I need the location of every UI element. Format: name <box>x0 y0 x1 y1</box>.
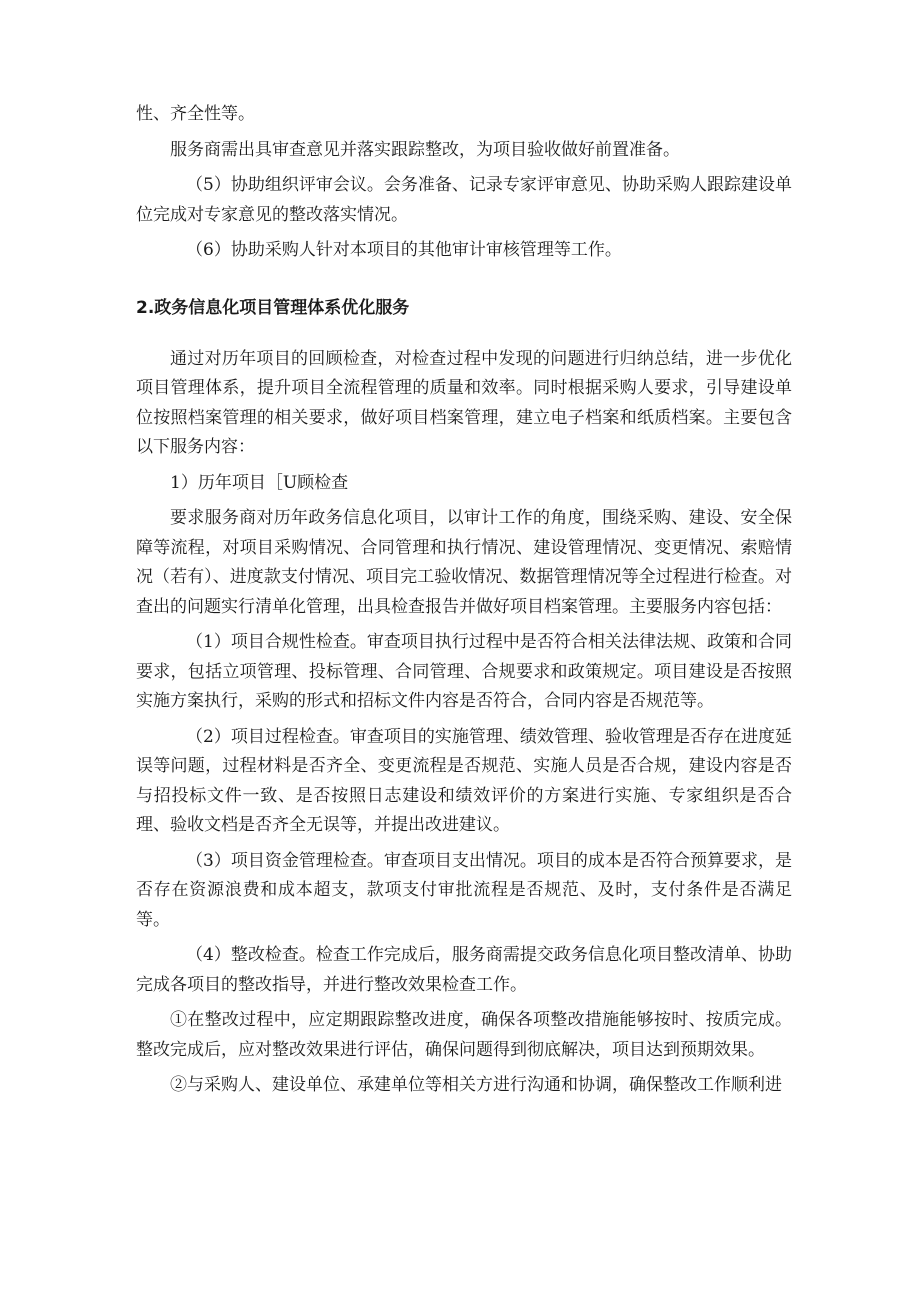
list-item: （3）项目资金管理检查。审查项目支出情况。项目的成本是否符合预算要求，是否存在资源浪费和成本超支，款项支付审批流程是否规范、及时，支付条件是否满足等。 <box>136 850 792 930</box>
list-item: ②与采购人、建设单位、承建单位等相关方进行沟通和协调，确保整改工作顺利进 <box>170 1075 782 1095</box>
paragraph: （6）协助采购人针对本项目的其他审计审核管理等工作。 <box>186 240 622 260</box>
list-item: ①在整改过程中，应定期跟踪整改进度，确保各项整改措施能够按时、按质完成。整改完成后，应对整改效果进行评估，确保问题得到彻底解决，项目达到预期效果。 <box>136 1010 792 1060</box>
paragraph: 通过对历年项目的回顾检查，对检查过程中发现的问题进行归纳总结，进一步优化项目管理体系，提升项目全流程管理的质量和效率。同时根据采购人要求，引导建设单位按照档案管理的相关要求，做好项目档案管理，建立电子档案和纸质档案。主要包含以下服务内容： <box>136 348 792 457</box>
paragraph: 性、齐全性等。 <box>136 104 255 124</box>
document-page <box>136 100 792 1107</box>
paragraph: 服务商需出具审查意见并落实跟踪整改，为项目验收做好前置准备。 <box>170 139 680 160</box>
list-item: （2）项目过程检查。审查项目的实施管理、绩效管理、验收管理是否存在进度延误等问题，过程材料是否齐全、变更流程是否规范、实施人员是否合规，建设内容是否与招投标文件一致、是否按照日志建设和绩效评价的方案进行实施、专家组织是否合理、验收文档是否齐全无误等，并提出改进建议。 <box>136 726 792 835</box>
section-heading: 2.政务信息化项目管理体系优化服务 <box>136 297 410 318</box>
paragraph: （5）协助组织评审会议。会务准备、记录专家评审意见、协助采购人跟踪建设单位完成对专家意见的整改落实情况。 <box>136 175 792 225</box>
list-item: （4）整改检查。检查工作完成后，服务商需提交政务信息化项目整改清单、协助完成各项目的整改指导，并进行整改效果检查工作。 <box>136 945 792 995</box>
paragraph: 要求服务商对历年政务信息化项目，以审计工作的角度，围绕采购、建设、安全保障等流程，对项目采购情况、合同管理和执行情况、建设管理情况、变更情况、索赔情况（若有）、进度款支付情况、项目完工验收情况、数据管理情况等全过程进行检查。对查出的问题实行清单化管理，出具检查报告并做好项目档案管理。主要服务内容包括： <box>136 508 792 617</box>
list-item: （1）项目合规性检查。审查项目执行过程中是否符合相关法律法规、政策和合同要求，包括立项管理、投标管理、合同管理、合规要求和政策规定。项目建设是否按照实施方案执行，采购的形式和招标文件内容是否符合，合同内容是否规范等。 <box>136 632 792 711</box>
subsection-title: 1）历年项目［U顾检查 <box>170 472 349 493</box>
